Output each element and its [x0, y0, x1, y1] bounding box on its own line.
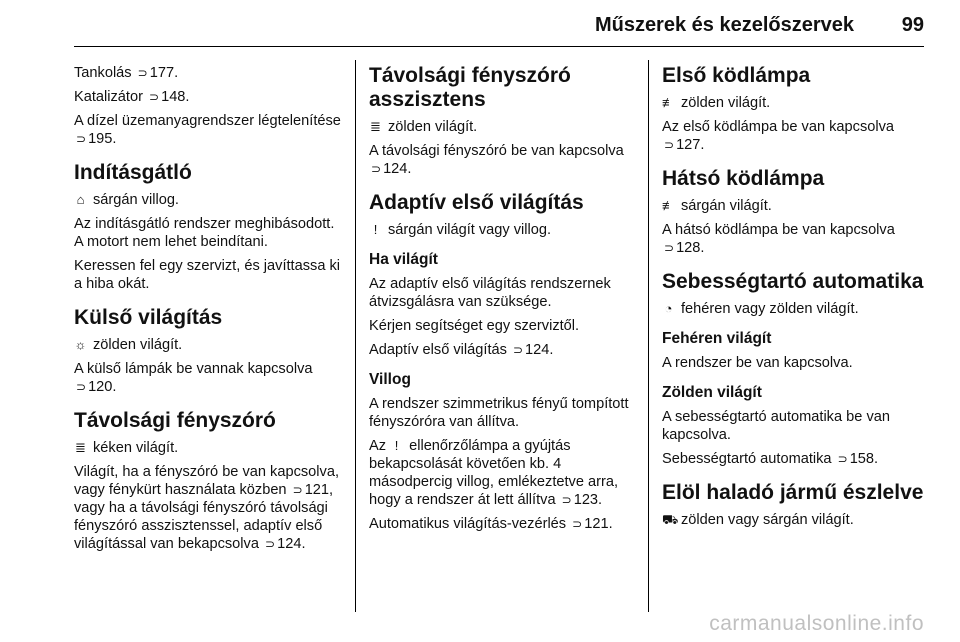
adaptive-light-icon: ! [394, 438, 399, 453]
column-divider-2 [648, 60, 649, 612]
heading-vehicle-ahead: Elöl haladó jármű észlelve [662, 481, 924, 504]
status-line: ☼ zölden világít. [74, 337, 183, 353]
heading-front-fog: Első ködlámpa [662, 64, 811, 87]
column-1 [74, 64, 346, 559]
exterior-light-icon: ☼ [74, 337, 87, 352]
vehicle-ahead-icon: ⛟ [662, 512, 679, 527]
paragraph: Kérjen segítséget egy szerviztől. [369, 318, 580, 334]
paragraph: Világít, ha a fényszóró be van kapcsolva, vagy fénykürt használata közben ⊃ 121, vagy ha a távolsági fényszóró távolsági fényszóró asszisztenssel, adaptív első világítással van bekapcsolva ⊃ 124. [74, 464, 340, 552]
subheading-lit: Ha világít [369, 251, 438, 268]
paragraph: Sebességtartó automatika ⊃ 158. [662, 451, 879, 467]
page-ref-arrow-icon: ⊃ [371, 162, 382, 176]
page-ref-arrow-icon: ⊃ [265, 537, 276, 551]
paragraph: Adaptív első világítás ⊃ 124. [369, 342, 554, 358]
status-line: ≣ zölden világít. [370, 119, 478, 135]
status-line: ! sárgán világít vagy villog. [369, 221, 637, 239]
page-header [0, 14, 924, 44]
page-ref-arrow-icon: ⊃ [76, 380, 87, 394]
adaptive-light-icon: ! [373, 222, 378, 237]
header-rule [74, 46, 924, 47]
page-ref-arrow-icon: ⊃ [512, 343, 524, 357]
status-line: ≢ sárgán világít. [662, 198, 772, 214]
heading-immobiliser: Indításgátló [74, 161, 192, 184]
paragraph: Automatikus világítás-vezérlés ⊃ 121. [369, 516, 613, 532]
status-line: ≢ zölden világít. [662, 95, 771, 111]
heading-exterior-lights: Külső világítás [74, 306, 223, 329]
paragraph: A hátsó ködlámpa be van kapcsolva ⊃ 128. [662, 222, 895, 256]
page-ref-arrow-icon: ⊃ [149, 90, 160, 104]
page-ref-arrow-icon: ⊃ [664, 241, 675, 255]
front-fog-light-icon: ≢ [662, 95, 675, 110]
paragraph: A rendszer be van kapcsolva. [662, 355, 853, 371]
paragraph: Az első ködlámpa be van kapcsolva ⊃ 127. [662, 119, 895, 153]
page-ref-arrow-icon: ⊃ [572, 517, 583, 531]
heading-adaptive-lighting: Adaptív első világítás [369, 191, 584, 214]
paragraph: A rendszer szimmetrikus fényű tompított fényszóróra van állítva. [369, 396, 629, 430]
column-3 [662, 64, 924, 535]
heading-high-beam-assist: Távolsági fényszóró asszisztens [369, 64, 571, 111]
column-2 [369, 64, 637, 539]
watermark: carmanualsonline.info [709, 612, 924, 635]
paragraph: Az ! ellenőrzőlámpa a gyújtás bekapcsolását követően kb. 4 másodpercig villog, emlékeztetve arra, hogy a rendszer át lett állítva ⊃ 123. [369, 438, 619, 508]
paragraph: A sebességtartó automatika be van kapcsolva. [662, 409, 890, 443]
paragraph: A dízel üzemanyagrendszer légtelenítése ⊃ 195. [74, 113, 341, 147]
subheading-white: Fehéren világít [662, 330, 772, 347]
paragraph: Az indításgátló rendszer meghibásodott. A motort nem lehet beindítani. [74, 216, 335, 250]
paragraph: A távolsági fényszóró be van kapcsolva ⊃ 124. [369, 143, 624, 177]
high-beam-icon: ≣ [75, 440, 86, 455]
page-ref-arrow-icon: ⊃ [76, 132, 87, 146]
immobiliser-icon: ⌂ [76, 192, 85, 207]
status-line: ◔ fehéren vagy zölden világít. [662, 300, 924, 318]
paragraph: Az adaptív első világítás rendszernek átvizsgálásra van szüksége. [369, 276, 611, 310]
heading-rear-fog: Hátsó ködlámpa [662, 167, 825, 190]
status-line: ⛟ zölden vagy sárgán világít. [662, 512, 854, 528]
column-divider-1 [355, 60, 356, 612]
page-ref-arrow-icon: ⊃ [664, 138, 675, 152]
page-ref-arrow-icon: ⊃ [837, 452, 848, 466]
high-beam-assist-icon: ≣ [370, 119, 381, 134]
page-ref-arrow-icon: ⊃ [292, 483, 303, 497]
cruise-control-icon: ◔ [664, 301, 673, 316]
paragraph: A külső lámpák be vannak kapcsolva ⊃ 120. [74, 361, 313, 395]
paragraph: Tankolás ⊃ 177. [74, 65, 179, 81]
subheading-green: Zölden világít [662, 384, 762, 401]
page-number: 99 [901, 14, 924, 36]
paragraph: Katalizátor ⊃ 148. [74, 89, 190, 105]
rear-fog-light-icon: ≢ [662, 198, 675, 213]
page-ref-arrow-icon: ⊃ [561, 493, 572, 507]
running-title: Műszerek és kezelőszervek [594, 14, 854, 36]
page-ref-arrow-icon: ⊃ [137, 66, 148, 80]
paragraph: Keressen fel egy szervizt, és javíttassa ki a hiba okát. [74, 258, 341, 292]
status-line: ⌂ sárgán villog. [74, 191, 346, 209]
heading-high-beam: Távolsági fényszóró [74, 409, 276, 432]
status-line: ≣ kéken világít. [75, 440, 179, 456]
subheading-flashing: Villog [369, 371, 411, 388]
heading-cruise-control: Sebességtartó automatika [662, 270, 924, 293]
